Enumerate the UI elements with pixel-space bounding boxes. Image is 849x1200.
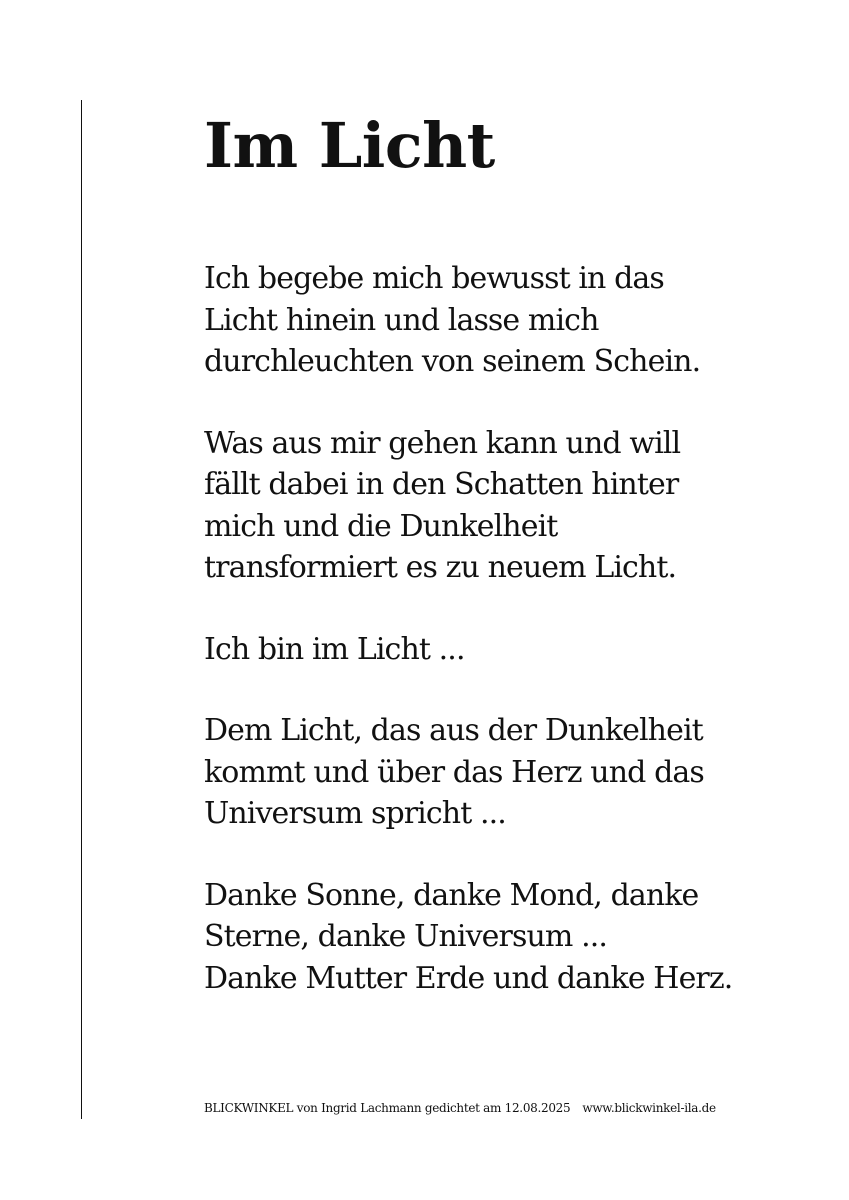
left-vertical-rule [81,100,82,1119]
poem-line: kommt und über das Herz und das [204,754,704,790]
poem-line: transformiert es zu neuem Licht. [204,550,677,585]
poem-line: Danke Mutter Erde und danke Herz. [204,960,733,996]
footer-website: www.blickwinkel-ila.de [582,1101,716,1115]
poem-line: Licht hinein und lasse mich [204,302,599,338]
poem-line: mich und die Dunkelheit [204,508,558,544]
poem-line: Universum spricht ... [204,796,506,831]
poem-line: Danke Sonne, danke Mond, danke [204,877,699,913]
poem-title: Im Licht [204,109,495,182]
footer-credit: BLICKWINKEL von Ingrid Lachmann gedichtet am 12.08.2025 [204,1101,571,1115]
poem-line: fällt dabei in den Schatten hinter [204,467,679,502]
poem-line: durchleuchten von seinem Schein. [204,344,701,379]
poem-line: Ich begebe mich bewusst in das [204,261,664,296]
stanza-3 [204,629,804,671]
stanza-5 [204,875,804,1000]
poem-line: Sterne, danke Universum ... [204,919,607,954]
poem-line: Ich bin im Licht ... [204,631,465,667]
stanza-2 [204,423,804,589]
poem-line: Dem Licht, das aus der Dunkelheit [204,713,703,748]
poem-line: Was aus mir gehen kann und will [204,425,681,461]
poem-body [204,258,804,999]
footer [204,1100,716,1116]
stanza-1 [204,258,804,383]
stanza-4 [204,710,804,835]
